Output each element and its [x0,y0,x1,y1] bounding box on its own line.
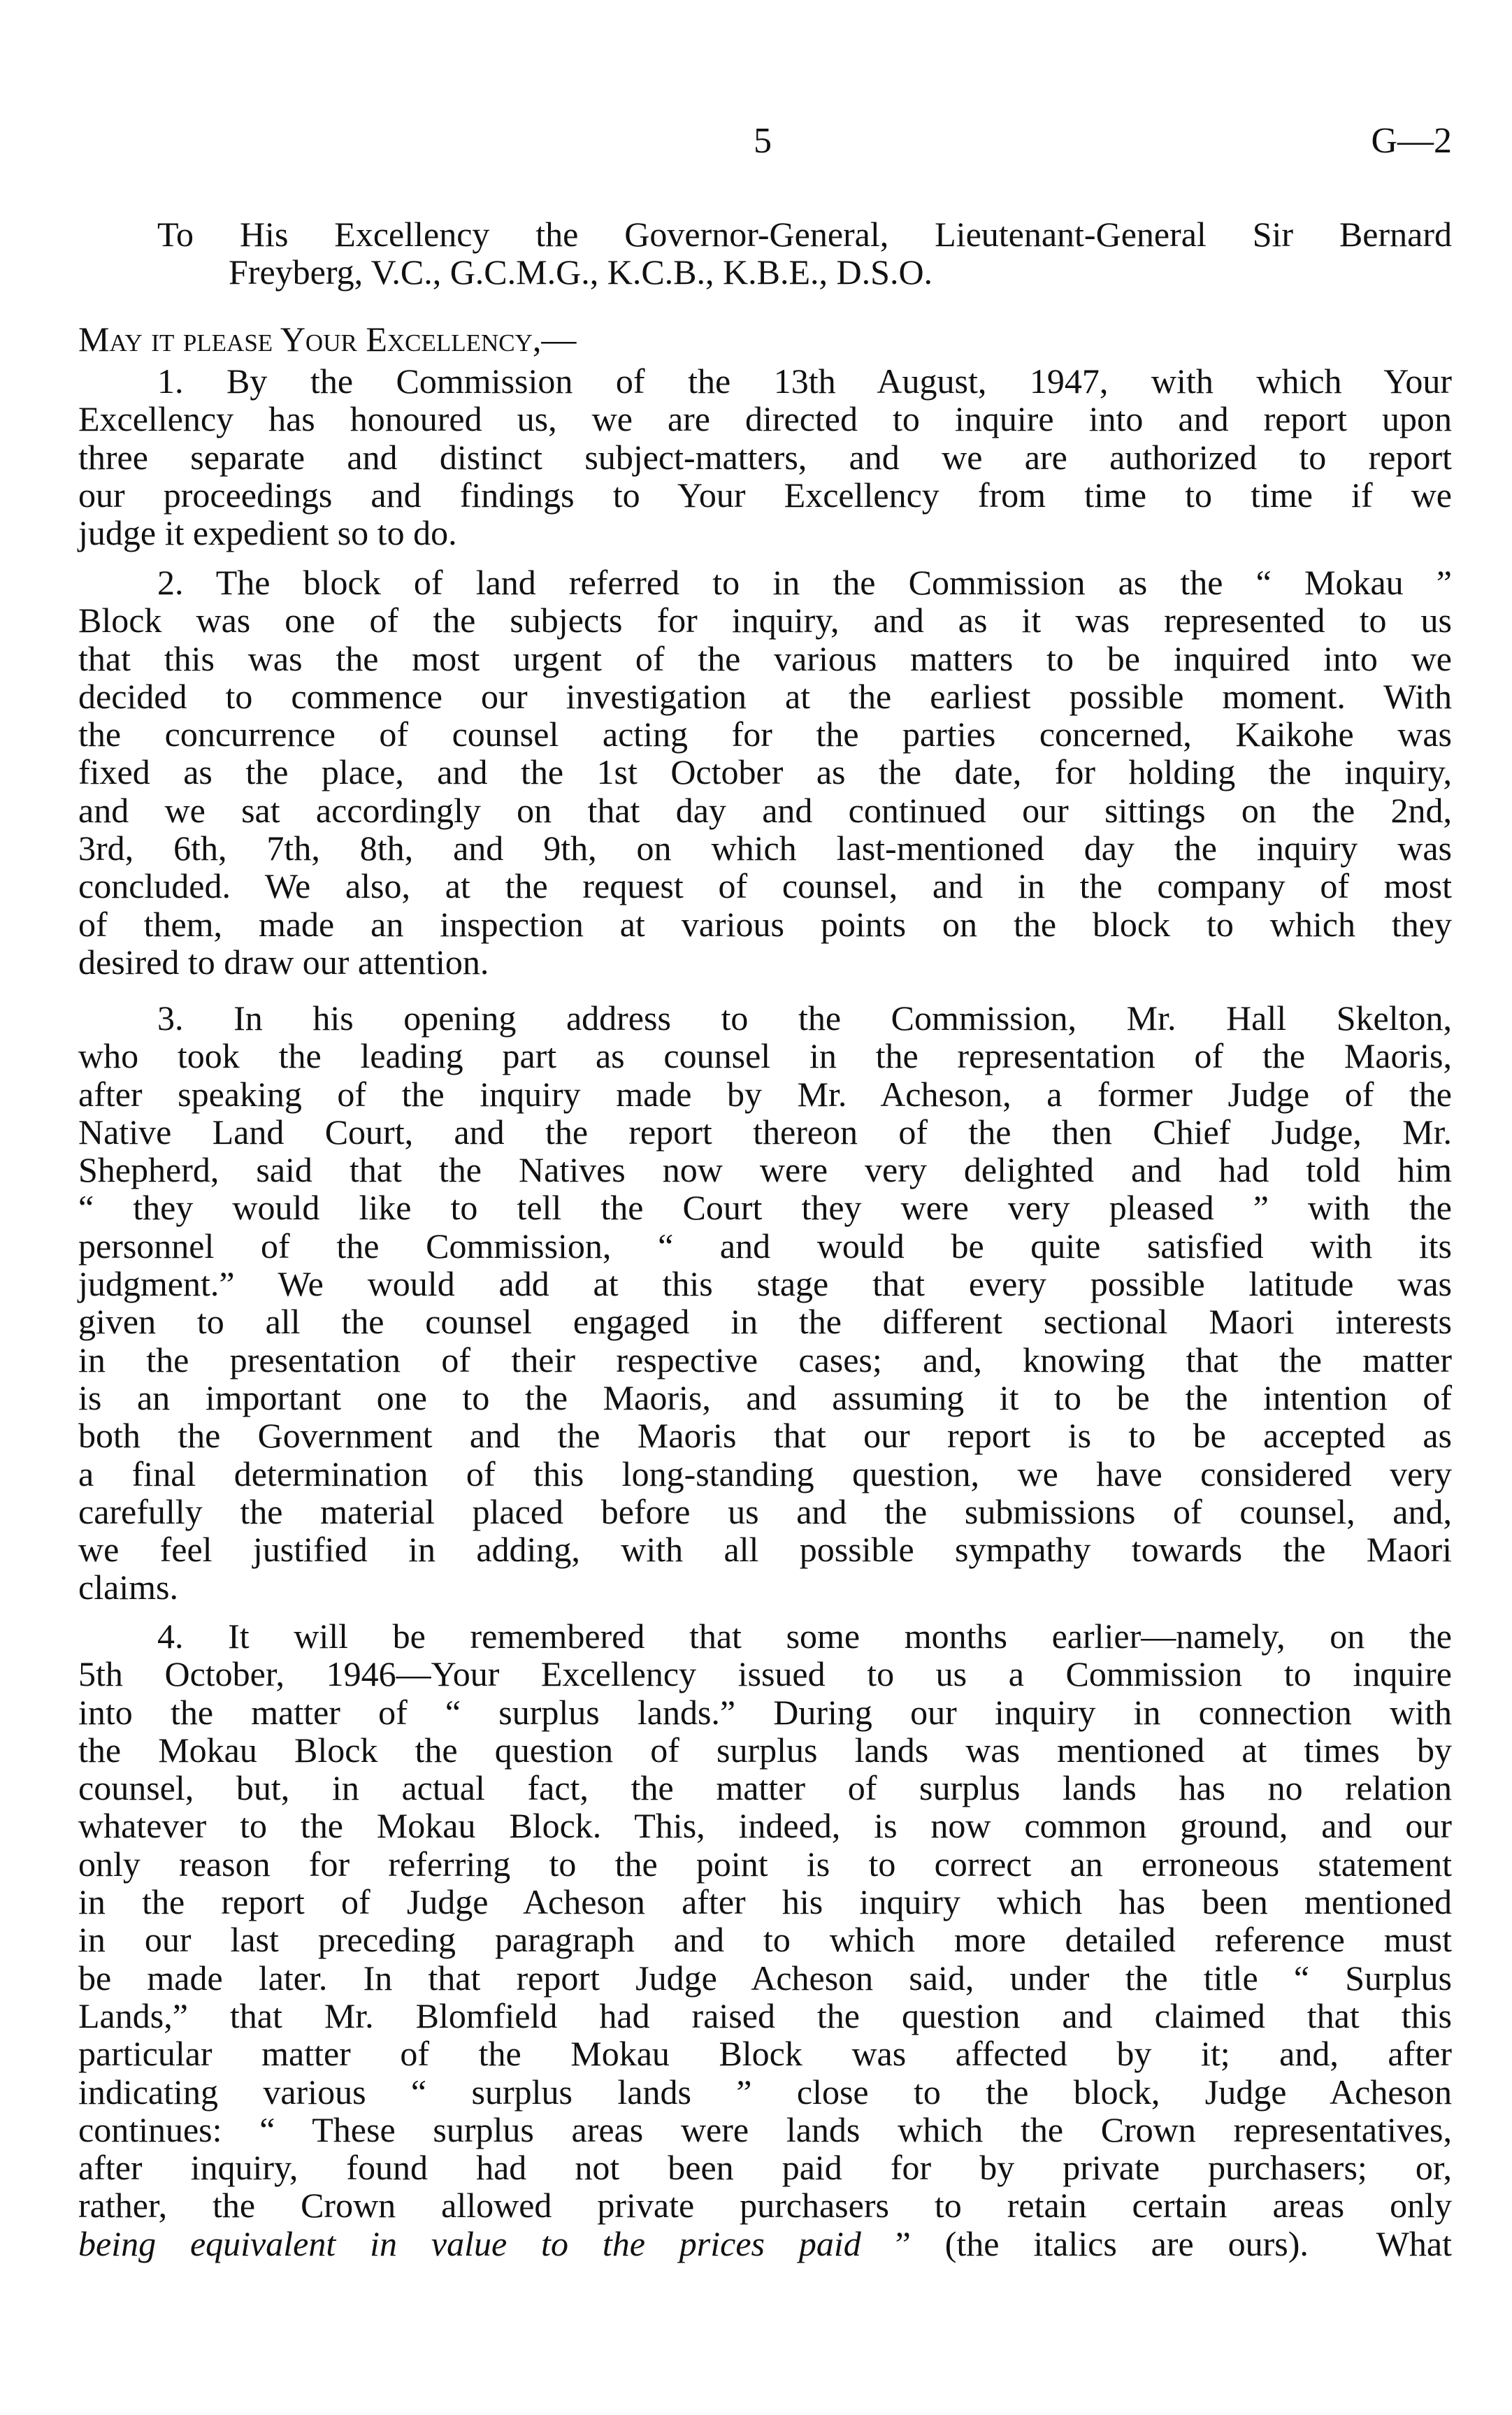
text-line: 2. The block of land referred to in the Commission as the “ Mokau ” [157,563,1452,602]
text-line: 4. It will be remembered that some months earlier—namely, on the [157,1617,1452,1656]
text-line: after speaking of the inquiry made by Mr. Acheson, a former Judge of the [78,1074,1452,1114]
text-line: Shepherd, said that the Natives now were very delighted and had told him [78,1150,1452,1190]
text-line: after inquiry, found had not been paid for by private purchasers; or, [78,2148,1452,2188]
text-line [78,2225,1452,2263]
text-line: claims. [78,1568,179,1607]
text-line: Block was one of the subjects for inquiry, and as it was represented to us [78,601,1452,640]
text-line: is an important one to the Maoris, and assuming it to be the intention of [78,1377,1452,1417]
text-line: 5th October, 1946—Your Excellency issued to us a Commission to inquire [78,1654,1452,1694]
address-line: Freyberg, V.C., G.C.M.G., K.C.B., K.B.E., D.S.O. [229,252,933,292]
text-line: Native Land Court, and the report thereon of the then Chief Judge, Mr. [78,1112,1452,1152]
text-line: into the matter of “ surplus lands.” During our inquiry in connection with [78,1692,1452,1732]
text-line: our proceedings and findings to Your Excellency from time to time if we [78,475,1452,515]
paragraph-3 [78,999,1452,1607]
text-line: the Mokau Block the question of surplus lands was mentioned at times by [78,1730,1452,1770]
text-line: counsel, but, in actual fact, the matter of surplus lands has no relation [78,1768,1452,1808]
text-line: Excellency has honoured us, we are directed to inquire into and report upon [78,399,1452,439]
text-line: that this was the most urgent of the various matters to be inquired into we [78,638,1452,678]
text-line: who took the leading part as counsel in the representation of the Maoris, [78,1036,1452,1076]
italic-quote: being equivalent in value to the prices paid [78,2223,861,2263]
text-line: three separate and distinct subject-matters, and we are authorized to report [78,437,1452,477]
address-line: To His Excellency the Governor-General, Lieutenant-General Sir Bernard [157,215,1452,254]
salutation: May it please Your Excellency,— [78,320,577,359]
text-run: ” (the italics are ours). What [861,2223,1452,2263]
text-line: rather, the Crown allowed private purchasers to retain certain areas only [78,2186,1452,2226]
text-line: given to all the counsel engaged in the different sectional Maori interests [78,1302,1452,1342]
text-line: 1. By the Commission of the 13th August, 1947, with which Your [157,361,1452,401]
text-line: desired to draw our attention. [78,942,489,982]
text-line: judgment.” We would add at this stage that every possible latitude was [78,1264,1452,1304]
text-line: 3rd, 6th, 7th, 8th, and 9th, on which last-mentioned day the inquiry was [78,829,1452,868]
text-line: particular matter of the Mokau Block was affected by it; and, after [78,2034,1452,2074]
text-line: in our last preceding paragraph and to which more detailed reference must [78,1920,1452,1960]
address [78,215,1452,292]
text-line: judge it expedient so to do. [78,513,457,553]
text-line: the concurrence of counsel acting for the parties concerned, Kaikohe was [78,715,1452,754]
text-line: “ they would like to tell the Court they were very pleased ” with the [78,1188,1452,1228]
page-number: 5 [754,121,772,161]
text-line: decided to commence our investigation at the earliest possible moment. With [78,676,1452,716]
text-line: indicating various “ surplus lands ” close to the block, Judge Acheson [78,2072,1452,2112]
text-line: whatever to the Mokau Block. This, indeed, is now common ground, and our [78,1806,1452,1846]
text-line: Lands,” that Mr. Blomfield had raised the question and claimed that this [78,1995,1452,2035]
text-line: and we sat accordingly on that day and continued our sittings on the 2nd, [78,790,1452,830]
text-line: only reason for referring to the point is to correct an erroneous statement [78,1844,1452,1884]
text-line: of them, made an inspection at various points on the block to which they [78,904,1452,944]
text-line: personnel of the Commission, “ and would be quite satisfied with its [78,1226,1452,1266]
text-line: a final determination of this long-standing question, we have considered very [78,1454,1452,1493]
paragraph-2 [78,564,1452,981]
text-line: both the Government and the Maoris that our report is to be accepted as [78,1416,1452,1456]
paragraph-1 [78,362,1452,552]
text-line: in the report of Judge Acheson after his inquiry which has been mentioned [78,1882,1452,1922]
text-line: in the presentation of their respective cases; and, knowing that the matter [78,1340,1452,1380]
text-line: continues: “ These surplus areas were lands which the Crown representatives, [78,2109,1452,2149]
text-line: be made later. In that report Judge Acheson said, under the title “ Surplus [78,1958,1452,1998]
text-line: fixed as the place, and the 1st October as the date, for holding the inquiry, [78,752,1452,792]
paragraph-4 [78,1617,1452,2263]
text-line: we feel justified in adding, with all possible sympathy towards the Maori [78,1530,1452,1570]
text-line: concluded. We also, at the request of counsel, and in the company of most [78,866,1452,906]
text-line: 3. In his opening address to the Commission, Mr. Hall Skelton, [157,998,1452,1038]
document-reference: G—2 [1371,121,1452,161]
text-line: carefully the material placed before us and the submissions of counsel, and, [78,1491,1452,1531]
